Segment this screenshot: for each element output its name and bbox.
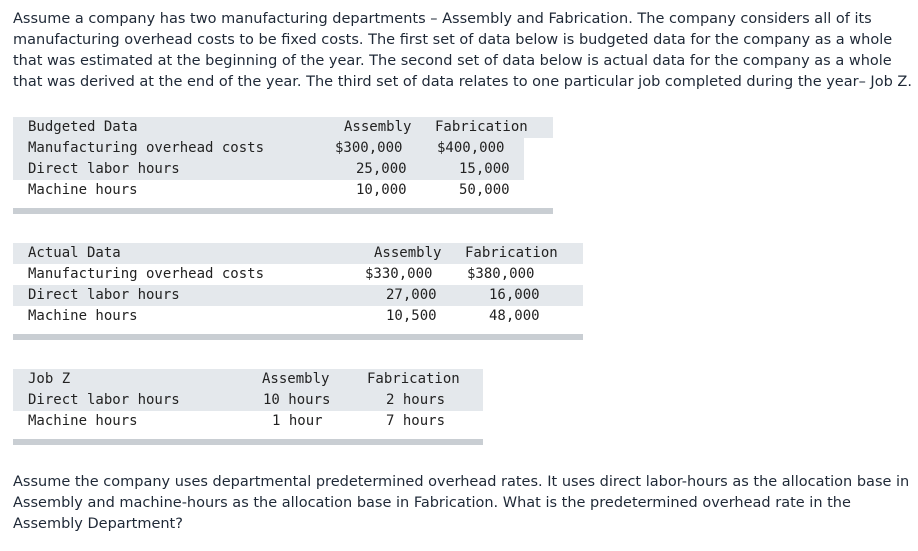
table-title: Job Z bbox=[28, 371, 71, 387]
column-header-fabrication: Fabrication bbox=[465, 245, 558, 261]
table-row bbox=[13, 411, 483, 432]
question-line: Assume the company uses departmental predetermined overhead rates. It uses direct labor-hours as the allocation base in bbox=[13, 474, 910, 490]
table-row bbox=[13, 390, 483, 411]
row-label: Direct labor hours bbox=[28, 392, 180, 408]
assembly-value: $330,000 bbox=[365, 266, 433, 282]
table-header-row bbox=[13, 243, 583, 264]
actual-data-table bbox=[13, 243, 583, 327]
intro-line: manufacturing overhead costs to be fixed costs. The first set of data below is budgeted data for the company as a whole bbox=[13, 32, 893, 48]
table-title: Actual Data bbox=[28, 245, 121, 261]
row-label: Direct labor hours bbox=[28, 287, 180, 303]
table-bottom-rule bbox=[13, 208, 553, 214]
intro-line: that was derived at the end of the year. The third set of data relates to one particular job completed during the year– Job Z. bbox=[13, 74, 912, 90]
row-label: Manufacturing overhead costs bbox=[28, 140, 265, 156]
table-row bbox=[13, 285, 583, 306]
table-header-row bbox=[13, 369, 483, 390]
assembly-value: 10 hours bbox=[263, 392, 331, 408]
row-label: Machine hours bbox=[28, 413, 138, 429]
table-bottom-rule bbox=[13, 439, 483, 445]
row-label: Machine hours bbox=[28, 182, 138, 198]
table-title: Budgeted Data bbox=[28, 119, 138, 135]
question-paragraph bbox=[13, 472, 909, 535]
column-header-assembly: Assembly bbox=[374, 245, 442, 261]
table-bottom-rule bbox=[13, 334, 583, 340]
intro-paragraph bbox=[13, 9, 912, 93]
table-row bbox=[13, 159, 524, 180]
table-row bbox=[13, 264, 583, 285]
fabrication-value: 48,000 bbox=[489, 308, 540, 324]
fabrication-value: $380,000 bbox=[467, 266, 535, 282]
job-z-table bbox=[13, 369, 483, 432]
intro-line: Assume a company has two manufacturing departments – Assembly and Fabrication. The company considers all of its bbox=[13, 11, 872, 27]
budgeted-data-table bbox=[13, 117, 553, 201]
table-row bbox=[13, 138, 524, 159]
table-row bbox=[13, 306, 583, 327]
question-line: Assembly and machine-hours as the allocation base in Fabrication. What is the predetermined overhead rate in the bbox=[13, 495, 851, 511]
assembly-value: 10,000 bbox=[356, 182, 407, 198]
assembly-value: 1 hour bbox=[272, 413, 323, 429]
table-header-row bbox=[13, 117, 553, 138]
fabrication-value: 50,000 bbox=[459, 182, 510, 198]
column-header-fabrication: Fabrication bbox=[367, 371, 460, 387]
assembly-value: 10,500 bbox=[386, 308, 437, 324]
assembly-value: 27,000 bbox=[386, 287, 437, 303]
fabrication-value: $400,000 bbox=[437, 140, 505, 156]
row-label: Manufacturing overhead costs bbox=[28, 266, 265, 282]
fabrication-value: 16,000 bbox=[489, 287, 540, 303]
assembly-value: 25,000 bbox=[356, 161, 407, 177]
row-label: Direct labor hours bbox=[28, 161, 180, 177]
column-header-fabrication: Fabrication bbox=[435, 119, 528, 135]
table-row bbox=[13, 180, 553, 201]
intro-line: that was estimated at the beginning of the year. The second set of data below is actual data for the company as a whole bbox=[13, 53, 892, 69]
question-line: Assembly Department? bbox=[13, 516, 183, 532]
row-label: Machine hours bbox=[28, 308, 138, 324]
fabrication-value: 2 hours bbox=[386, 392, 446, 408]
fabrication-value: 7 hours bbox=[386, 413, 446, 429]
assembly-value: $300,000 bbox=[335, 140, 403, 156]
column-header-assembly: Assembly bbox=[344, 119, 412, 135]
fabrication-value: 15,000 bbox=[459, 161, 510, 177]
column-header-assembly: Assembly bbox=[262, 371, 330, 387]
